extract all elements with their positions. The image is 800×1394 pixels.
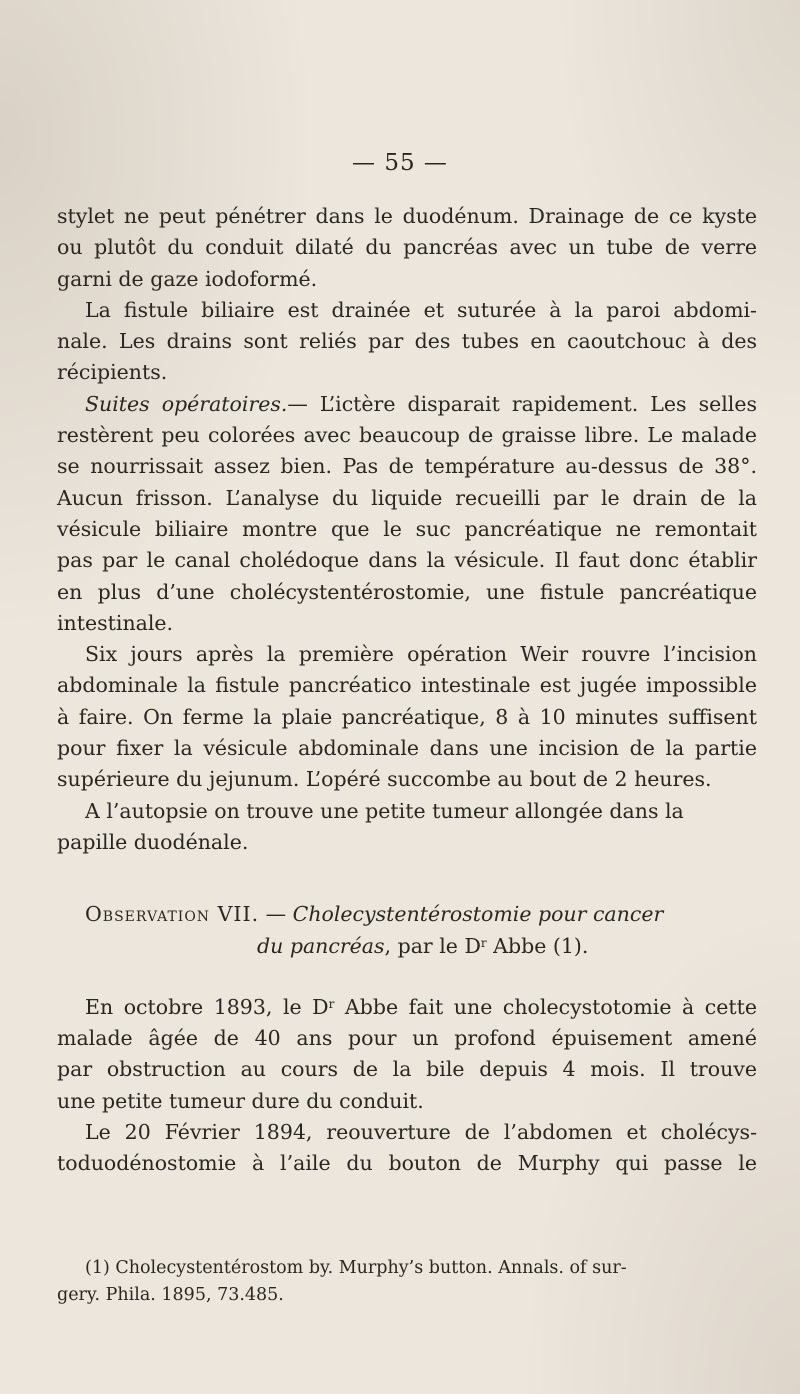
text-line: La fistule biliaire est drainée et suturée à la paroi abdomi- [85,297,757,322]
text-line: Le 20 Février 1894, reouverture de l’abdomen et cholécys- [85,1120,757,1145]
text-line: toduodénostomie à l’aile du bouton de Murphy qui passe le [57,1151,757,1176]
text-line: nale. Les drains sont reliés par des tubes en caoutchouc à des [57,329,757,354]
text-line: pour fixer la vésicule abdominale dans une incision de la partie [57,736,757,761]
text-line: vésicule biliaire montre que le suc pancréatique ne remontait [57,516,757,541]
text-line: Six jours après la première opération Weir rouvre l’incision [85,642,757,667]
text-line: en plus d’une cholécystentérostomie, une fistule pancréatique [57,579,757,604]
author-prefix: , par le D [384,933,481,958]
text-line: se nourrissait assez bien. Pas de température au-dessus de 38°. [57,454,757,479]
text-line: à faire. On ferme la plaie pancréatique, 8 à 10 minutes suffisent [57,704,757,729]
text-line: supérieure du jejunum. L’opéré succombe au bout de 2 heures. [57,767,712,792]
page-number: — 55 — [352,150,448,176]
observation-title-cont: du pancréas [257,933,385,958]
text-line: malade âgée de 40 ans pour un profond épuisement amené [57,1026,757,1051]
spacer [57,962,757,992]
author-sup: r [480,935,487,950]
text-line: ou plutôt du conduit dilaté du pancréas avec un tube de verre [57,235,757,260]
author-rest: Abbe (1). [486,933,589,958]
footnote-line: gery. Phila. 1895, 73.485. [57,1285,284,1305]
main-text [57,201,757,1180]
observation-title: Cholecystentérostomie pour cancer [292,902,664,927]
text-line: par obstruction au cours de la bile depuis 4 mois. Il trouve [57,1057,757,1082]
text-sup: r [328,996,335,1011]
text-span: En octobre 1893, le D [85,994,329,1019]
observation-heading-line2 [57,931,757,962]
observation-label: Observation VII. [85,902,260,927]
text-line [57,389,757,420]
text-line: garni de gaze iodoformé. [57,266,318,291]
text-span: Abbe fait une cholecystotomie à cette [334,994,757,1019]
text-line: abdominale la fistule pancréatico intestinale est jugée impossible [57,673,757,698]
footnote [57,1255,757,1309]
text-line: papille duodénale. [57,829,249,854]
text-line: Aucun frisson. L’analyse du liquide recueilli par le drain de la [57,485,757,510]
text-line: pas par le canal cholédoque dans la vésicule. Il faut donc établir [57,548,757,573]
text-line: récipients. [57,360,168,385]
heading-dash: — [259,902,293,927]
text-line: stylet ne peut pénétrer dans le duodénum. Drainage de ce kyste [57,204,757,228]
text-span: — L’ictère disparait rapidement. Les selles [287,391,757,416]
text-line: intestinale. [57,610,174,635]
observation-heading [57,899,757,930]
text-line: A l’autopsie on trouve une petite tumeur allongée dans la [85,798,684,823]
section-lead: Suites opératoires. [85,391,288,416]
text-line: restèrent peu colorées avec beaucoup de graisse libre. Le malade [57,423,757,448]
text-line: une petite tumeur dure du conduit. [57,1088,424,1113]
text-line [57,992,757,1023]
footnote-line: (1) Cholecystentérostom by. Murphy’s button. Annals. of sur- [85,1258,627,1278]
